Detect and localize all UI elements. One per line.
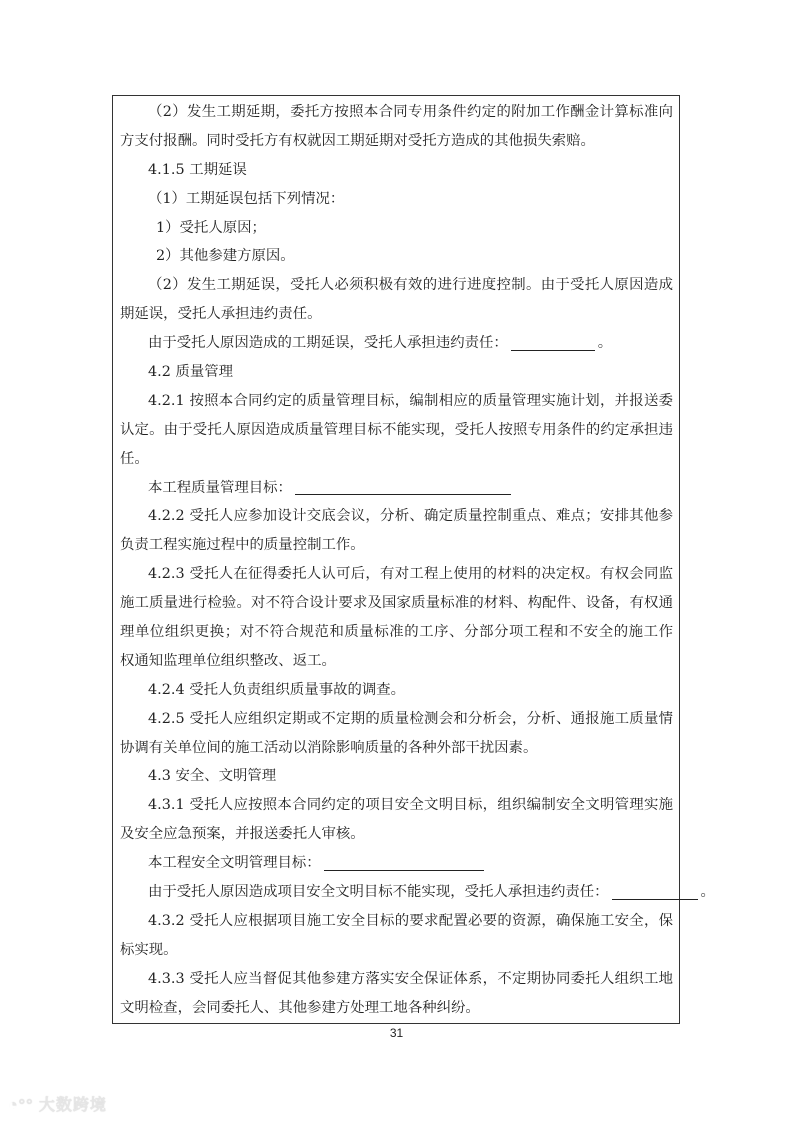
- line-text: 4.3 安全、文明管理: [148, 768, 277, 785]
- line-text: （1）工期延误包括下列情况：: [148, 190, 345, 207]
- line-text: 1）受托人原因；: [156, 219, 266, 236]
- line-text: 负责工程实施过程中的质量控制工作。: [120, 537, 365, 554]
- text-line: [120, 560, 673, 589]
- text-line: [120, 271, 673, 300]
- line-text: 4.1.5 工期延误: [148, 161, 247, 178]
- text-line: [120, 358, 673, 387]
- line-text: 4.2 质量管理: [148, 364, 234, 381]
- line-text: 任。: [120, 450, 149, 467]
- line-text: 认定。由于受托人原因造成质量管理目标不能实现，受托人按照专用条件的约定承担违: [120, 421, 673, 438]
- text-line: [120, 474, 673, 503]
- line-text: （2）发生工期延期，委托方按照本合同专用条件约定的附加工作酬金计算标准向: [148, 104, 673, 120]
- text-line: [120, 445, 673, 474]
- line-text: 期延误，受托人承担违约责任。: [120, 306, 322, 323]
- line-text: 由于受托人原因造成项目安全文明目标不能实现，受托人承担违约责任：: [148, 884, 609, 901]
- text-line: [120, 242, 673, 271]
- line-text: 2）其他参建方原因。: [156, 248, 295, 265]
- line-text: （2）发生工期延误，受托人必须积极有效的进行进度控制。由于受托人原因造成: [148, 277, 673, 294]
- line-text: 施工质量进行检验。对不符合设计要求及国家质量标准的材料、构配件、设备，有权通: [120, 595, 673, 612]
- line-text: 本工程安全文明管理目标：: [148, 855, 321, 872]
- text-line: [120, 734, 673, 763]
- text-line: [120, 878, 715, 907]
- contract-text-frame: [112, 95, 715, 1024]
- page-number: 31: [389, 1026, 404, 1040]
- text-line: [120, 820, 673, 849]
- fill-in-blank[interactable]: [324, 856, 484, 871]
- text-line: [120, 416, 673, 445]
- text-line: [120, 300, 673, 329]
- watermark-logo: ◔°° 大数跨境: [8, 1097, 107, 1114]
- text-line: [120, 994, 673, 1023]
- text-line: [120, 531, 673, 560]
- text-line: [120, 589, 673, 618]
- fill-in-blank[interactable]: [295, 480, 511, 495]
- line-text: 4.2.5 受托人应组织定期或不定期的质量检测会和分析会，分析、通报施工质量情: [148, 710, 673, 727]
- line-text: 文明检查，会同委托人、其他参建方处理工地各种纠纷。: [120, 999, 480, 1016]
- line-text: 协调有关单位间的施工活动以消除影响质量的各种外部干扰因素。: [120, 739, 538, 756]
- text-line: [120, 127, 673, 156]
- text-line: [120, 387, 673, 416]
- text-line: [120, 502, 673, 531]
- text-line: [120, 156, 673, 185]
- line-text: 4.3.2 受托人应根据项目施工安全目标的要求配置必要的资源，确保施工安全，保: [148, 912, 673, 929]
- line-text: 4.3.1 受托人应按照本合同约定的项目安全文明目标，组织编制安全文明管理实施: [148, 797, 673, 814]
- text-line: [120, 762, 673, 791]
- line-text: 4.2.4 受托人负责组织质量事故的调查。: [148, 681, 406, 698]
- line-text: 4.2.3 受托人在征得委托人认可后，有对工程上使用的材料的决定权。有权会同监: [148, 566, 673, 583]
- text-line: [120, 214, 673, 243]
- text-line: [120, 98, 673, 127]
- text-line: [120, 936, 673, 965]
- line-text: 4.3.3 受托人应当督促其他参建方落实安全保证体系，不定期协同委托人组织工地: [148, 970, 673, 987]
- text-line: [120, 791, 673, 820]
- line-text: 方支付报酬。同时受托方有权就因工期延期对受托方造成的其他损失索赔。: [120, 132, 595, 149]
- text-line: [120, 965, 673, 994]
- line-text: 4.2.1 按照本合同约定的质量管理目标，编制相应的质量管理实施计划，并报送委: [148, 392, 673, 409]
- line-text: 理单位组织更换；对不符合规范和质量标准的工序、分部分项工程和不安全的施工作: [120, 624, 673, 641]
- line-text: 权通知监理单位组织整改、返工。: [120, 652, 336, 669]
- line-suffix: 。: [597, 335, 613, 352]
- text-line: [120, 618, 673, 647]
- line-suffix: 。: [700, 884, 715, 901]
- text-line: [120, 676, 673, 705]
- text-line: [120, 647, 673, 676]
- text-line: [120, 185, 673, 214]
- text-line: [120, 907, 673, 936]
- fill-in-blank[interactable]: [511, 336, 595, 351]
- line-text: 本工程质量管理目标：: [148, 479, 292, 496]
- fill-in-blank[interactable]: [612, 885, 698, 900]
- line-text: 由于受托人原因造成的工期延误，受托人承担违约责任：: [148, 335, 508, 352]
- text-line: [120, 705, 673, 734]
- line-text: 及安全应急预案，并报送委托人审核。: [120, 826, 365, 843]
- line-text: 标实现。: [120, 941, 178, 958]
- text-line: [120, 849, 673, 878]
- watermark-text: 大数跨境: [38, 1097, 107, 1114]
- contract-body: [120, 98, 715, 1023]
- line-text: 4.2.2 受托人应参加设计交底会议，分析、确定质量控制重点、难点；安排其他参: [148, 508, 673, 525]
- text-line: [120, 329, 673, 358]
